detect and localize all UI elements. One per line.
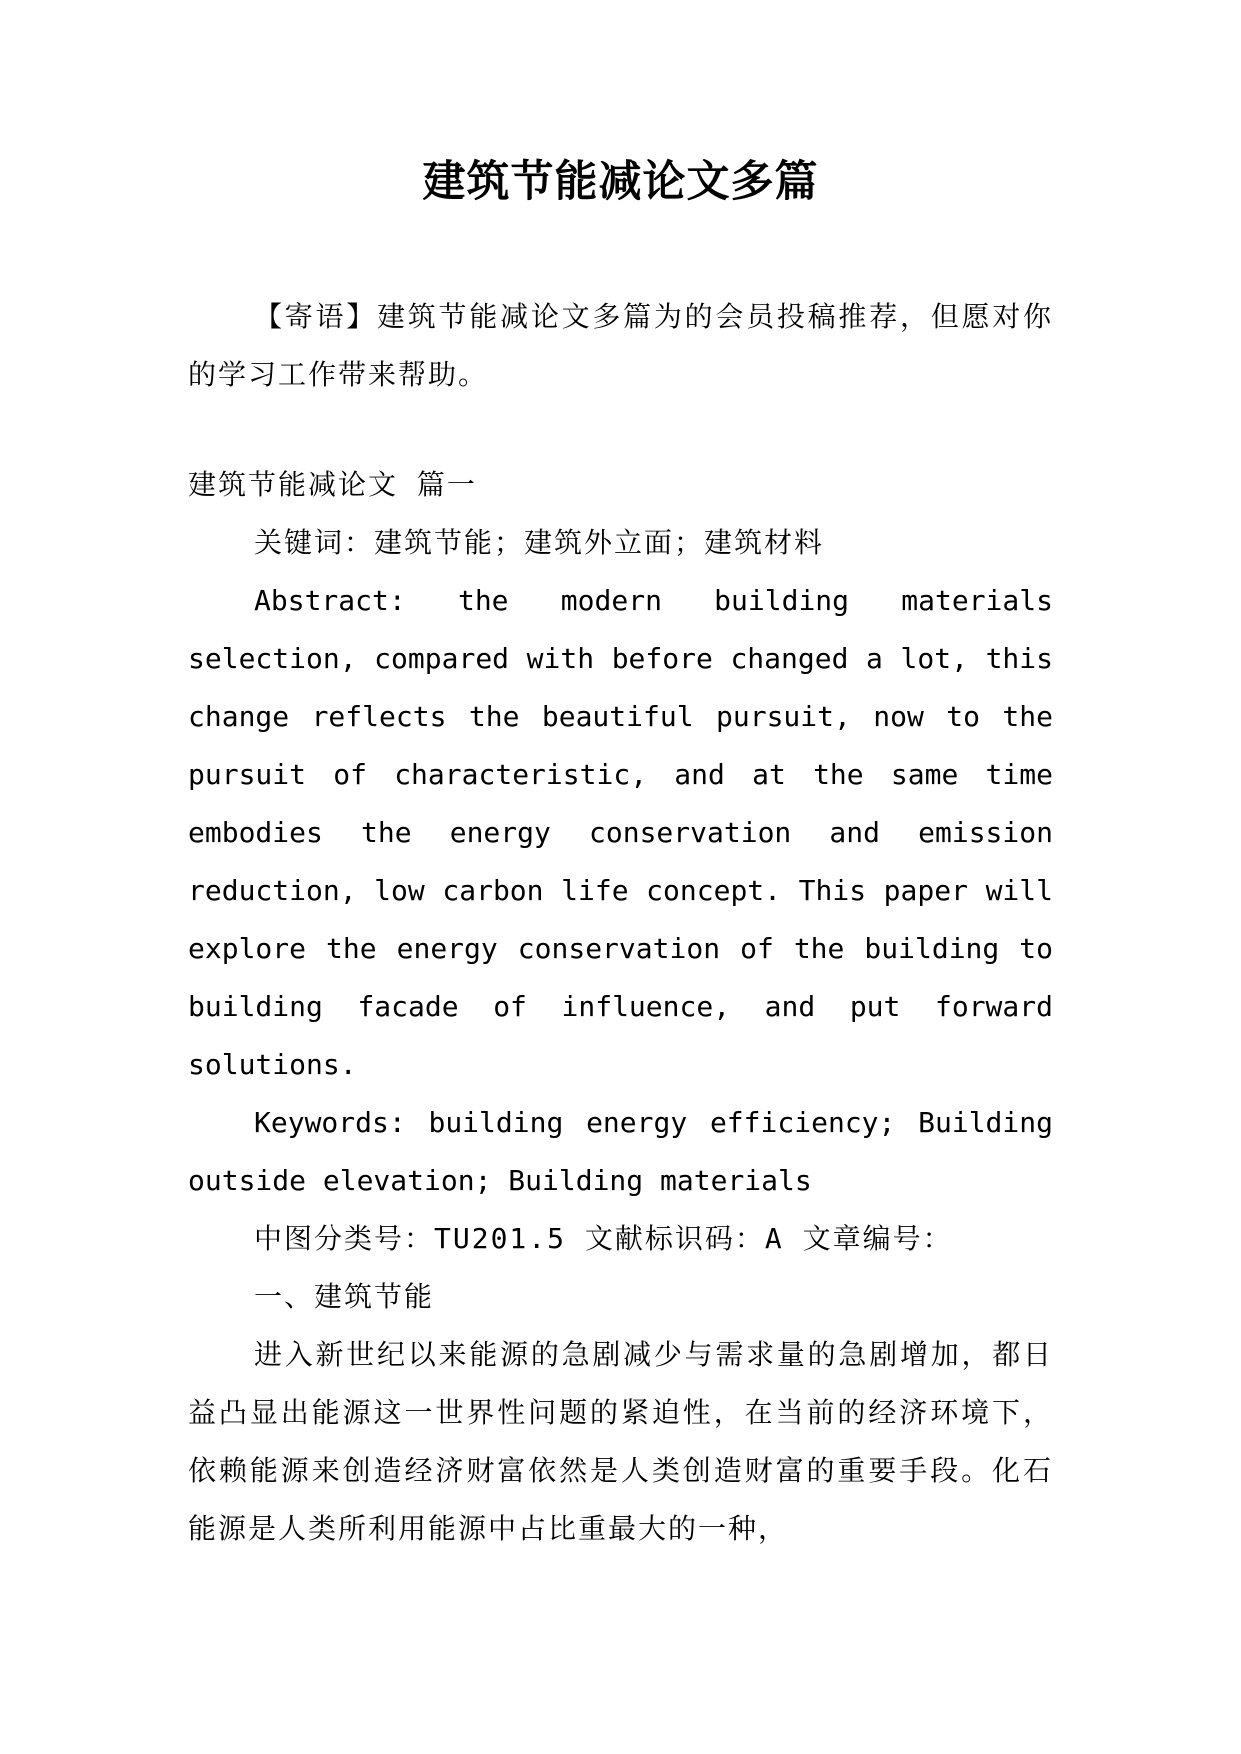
keywords-en: Keywords: building energy efficiency; Building outside elevation; Building materials — [188, 1106, 1053, 1197]
intro-paragraph: 【寄语】建筑节能减论文多篇为的会员投稿推荐，但愿对你的学习工作带来帮助。 — [188, 300, 1053, 391]
document-title: 建筑节能减论文多篇 — [422, 157, 819, 207]
abstract-en: Abstract: the modern building materials selection, compared with before changed a lot, this change reflects the beautiful pursuit, now to the pursuit of characteristic, and at the same time embodies the energy conservation and emission reduction, low carbon life concept. This paper will explore the energy conservation of the building to building facade of influence, and put forward solutions. — [188, 584, 1053, 1081]
keywords-cn: 关键词：建筑节能；建筑外立面；建筑材料 — [254, 526, 825, 559]
section-heading: 建筑节能减论文 篇一 — [188, 468, 477, 501]
subheading: 一、建筑节能 — [254, 1280, 435, 1313]
document-body — [188, 288, 1053, 1558]
body-paragraph: 进入新世纪以来能源的急剧减少与需求量的急剧增加，都日益凸显出能源这一世界性问题的紧迫性，在当前的经济环境下，依赖能源来创造经济财富依然是人类创造财富的重要手段。化石能源是人类所利用能源中占比重最大的一种， — [188, 1338, 1053, 1545]
spacer — [188, 404, 1053, 456]
classification-line: 中图分类号：TU201.5 文献标识码：A 文章编号： — [254, 1222, 953, 1255]
